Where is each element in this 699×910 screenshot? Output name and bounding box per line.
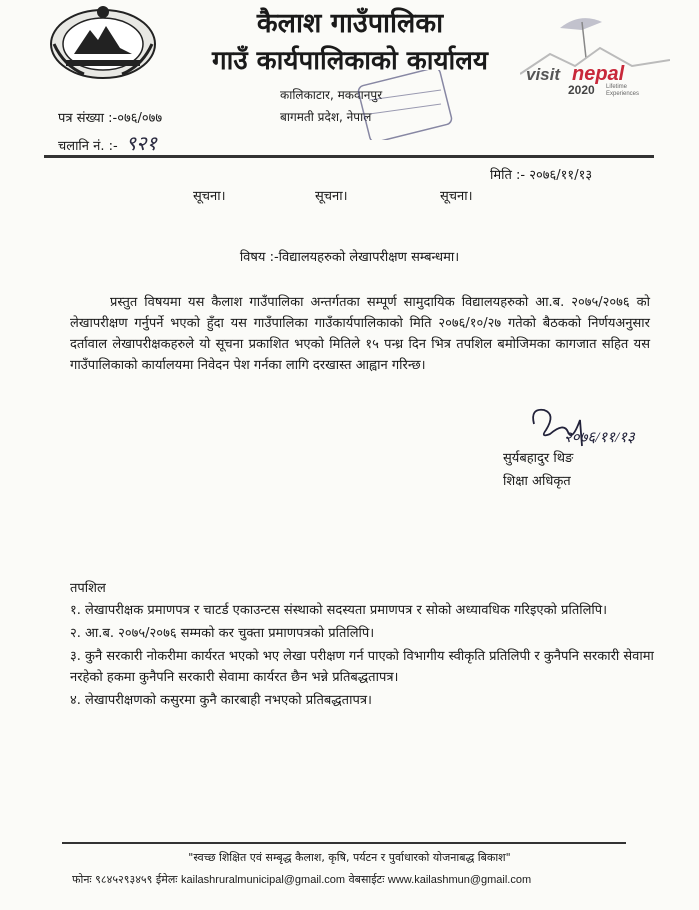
- svg-text:Experiences: Experiences: [606, 91, 640, 97]
- logo-year: 2020: [568, 83, 595, 97]
- logo-visit-text: visit: [526, 65, 561, 84]
- organization-title: कैलाश गाउँपालिका: [256, 8, 444, 39]
- enclosure-heading: तपशिल: [70, 581, 106, 596]
- header-divider: [44, 155, 654, 158]
- address-line-1: कालिकाटार, मकवानपुर: [280, 88, 383, 102]
- website-link[interactable]: www.kailashmun@gmail.com: [387, 874, 532, 886]
- visit-nepal-logo: [520, 10, 670, 100]
- svg-text:nepal: nepal: [572, 63, 625, 85]
- list-item: ३. कुनै सरकारी नोकरीमा कार्यरत भएको भए लेखा परीक्षण गर्न पाएको विभागीय स्वीकृति प्रतिलिपी र कुनैपनि सरकारी सेवामा नरहेको हकमा कुनैपनि सरकारी सेवामा कार्यरत छैन भन्ने प्रतिबद्धतापत्र।: [70, 649, 654, 685]
- signature-date: २०७६/११/१३: [564, 430, 635, 446]
- dispatch-label: चलानि नं. :-: [58, 139, 118, 154]
- letter-number: पत्र संख्या :-०७६/०७७: [58, 111, 163, 126]
- notice-body: प्रस्तुत विषयमा यस कैलाश गाउँपालिका अन्तर्गतका सम्पूर्ण सामुदायिक विद्यालयहरुको आ.ब. २०७५/२०७६ को लेखापरीक्षण गर्नुपर्ने भएको हुँदा यस गाउँपालिका गाउँकार्यपालिकाको मिति २०७६/१०/२७ गतेको बैठकको निर्णयअनुसार दर्तावाल लेखापरीक्षकहरुले यो सूचना प्रकाशित भएको मितिले १५ पन्ध्र दिन भित्र तपशिल बमोजिमका कागजात सहित यस गाउँपालिकाको कार्यालयमा निवेदन पेश गर्नका लागि दरखास्त आह्वान गरिन्छ।: [70, 295, 650, 373]
- subject-line: विषय :-विद्यालयहरुको लेखापरीक्षण सम्बन्धमा।: [239, 250, 460, 265]
- signature-icon: [520, 402, 670, 452]
- notice-word: सूचना।: [193, 189, 226, 204]
- footer-contact: [72, 872, 531, 887]
- enclosure-list: [70, 600, 655, 713]
- office-subtitle: गाउँ कार्यपालिकाको कार्यालय: [212, 46, 488, 76]
- footer-slogan: "स्वच्छ शिक्षित एवं सम्बृद्ध कैलाश, कृषि, पर्यटन र पुर्वाधारको योजनाबद्ध बिकाश": [188, 851, 511, 864]
- website-label: वेबसाईटः: [348, 873, 385, 886]
- signer-name: सुर्यबहादुर थिङ: [503, 451, 574, 466]
- svg-text:Lifetime: Lifetime: [606, 84, 628, 90]
- footer-divider: [62, 842, 626, 844]
- email-link[interactable]: kailashruralmunicipal@gmail.com: [181, 874, 346, 886]
- phone-number: ९८४५२९३४५९: [95, 873, 153, 886]
- list-item: ४. लेखापरीक्षणको कसुरमा कुनै कारबाही नभएको प्रतिबद्धतापत्र।: [70, 693, 372, 708]
- office-stamp: [355, 70, 455, 140]
- dispatch-number: [58, 129, 157, 156]
- notice-word: सूचना।: [315, 189, 348, 204]
- email-label: ईमेलः: [155, 873, 178, 886]
- list-item: २. आ.ब. २०७५/२०७६ सम्मको कर चुक्ता प्रमाणपत्रको प्रतिलिपि।: [70, 626, 375, 641]
- office-stamp-icon: [355, 70, 455, 140]
- dispatch-value: ९२१: [125, 133, 157, 155]
- letter-date: मिति :- २०७६/११/१३: [490, 168, 593, 183]
- handwritten-signature: [520, 402, 670, 452]
- signer-title: शिक्षा अधिकृत: [503, 474, 571, 489]
- phone-label: फोनः: [72, 873, 92, 886]
- notice-word: सूचना।: [440, 189, 473, 204]
- visit-nepal-2020-logo-icon: [520, 10, 670, 100]
- address-line-2: बागमती प्रदेश, नेपाल: [280, 110, 372, 124]
- government-emblem: [44, 4, 162, 80]
- list-item: १. लेखापरीक्षक प्रमाणपत्र र चाटर्ड एकाउन्टस संस्थाको सदस्यता प्रमाणपत्र र सोको अध्यावधिक गरिइएको प्रतिलिपि।: [70, 603, 608, 618]
- nepal-emblem-icon: [44, 4, 162, 80]
